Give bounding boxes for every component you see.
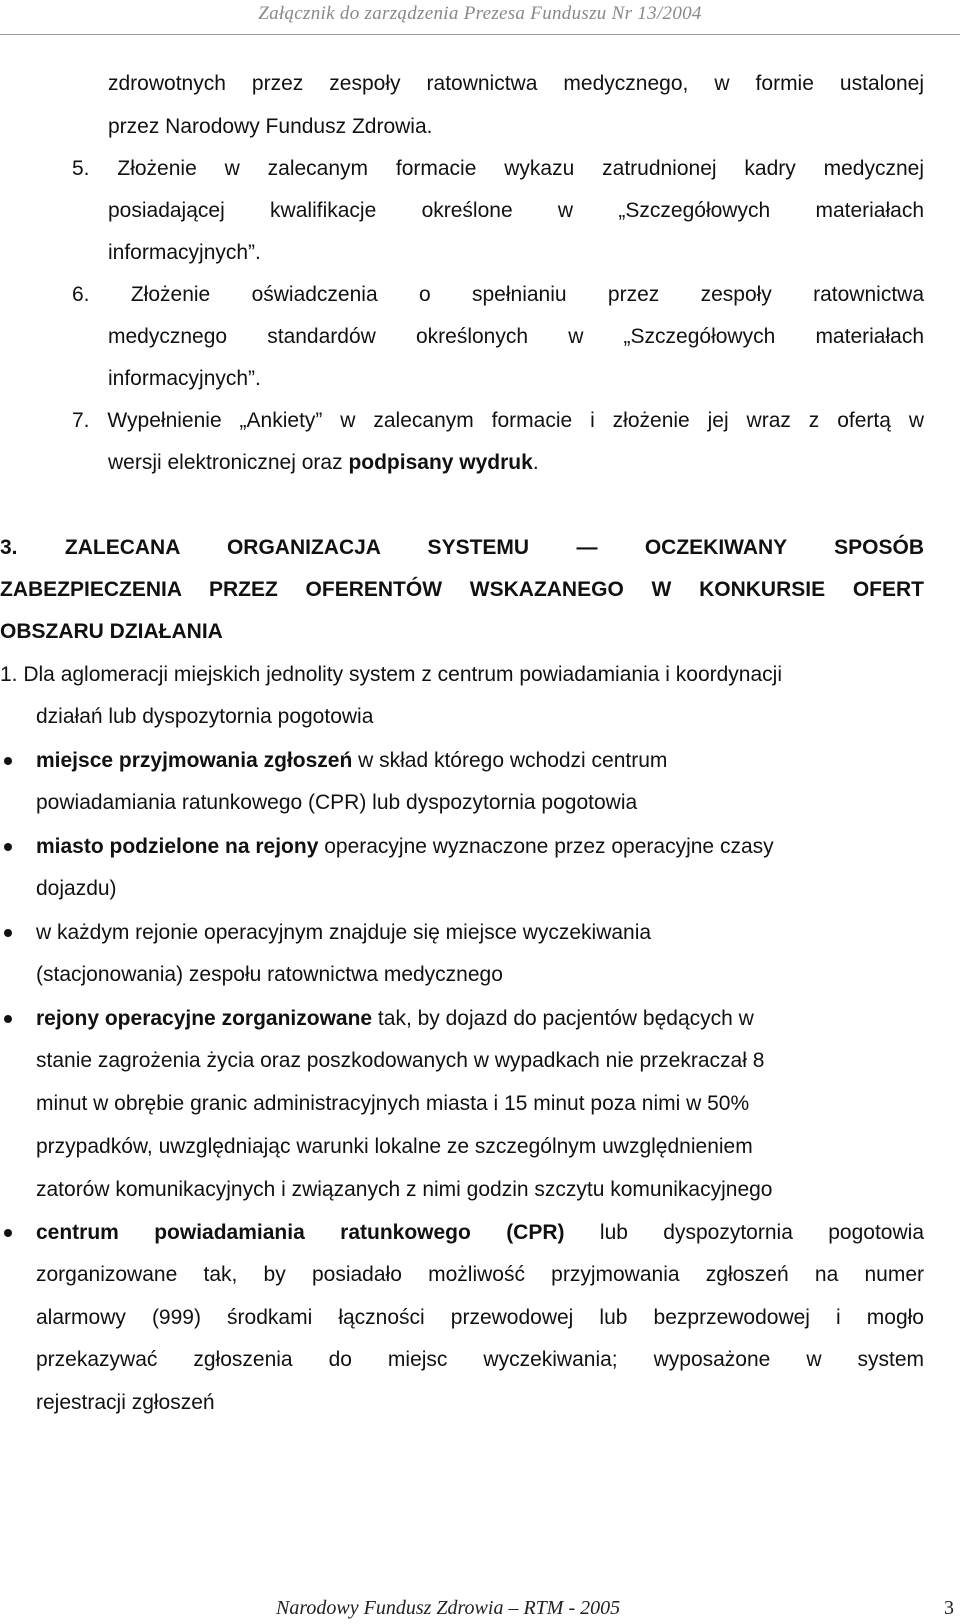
bold-text: centrum powiadamiania ratunkowego (CPR) [36,1221,565,1244]
list-item-6-line: informacyjnych”. [108,367,261,390]
bullet-item-line: alarmowy (999) środkami łączności przewodowej lub bezprzewodowej i mogło [36,1306,924,1329]
bullet-item-line [36,1005,754,1033]
section-heading-line: OBSZARU DZIAŁANIA [0,620,223,643]
paragraph-line: przez Narodowy Fundusz Zdrowia. [108,115,433,138]
bullet-item-line: minut w obrębie granic administracyjnych miasta i 15 minut poza nimi w 50% [36,1092,750,1115]
bullet-item-line: dojazdu) [36,877,117,900]
list-item-7-line: 7. Wypełnienie „Ankiety” w zalecanym formacie i złożenie jej wraz z ofertą w [72,409,924,432]
text-run: w skład którego wchodzi centrum [352,749,668,772]
bullet-icon [4,757,12,765]
text-run: w każdym rejonie operacyjnym znajduje się miejsce wyczekiwania [36,921,652,944]
list-item-7-line [108,449,539,477]
text-run: wersji elektronicznej oraz [108,451,349,474]
footer-rule [0,1589,960,1590]
point-1-line: 1. Dla aglomeracji miejskich jednolity system z centrum powiadamiania i koordynacji [0,663,782,686]
section-heading-line: 3. ZALECANA ORGANIZACJA SYSTEMU — OCZEKIWANY SPOSÓB [0,536,924,559]
bullet-item-line [36,833,774,861]
bullet-icon [4,1015,12,1023]
list-item-5-line: 5. Złożenie w zalecanym formacie wykazu zatrudnionej kadry medycznej [72,157,924,180]
bullet-item-line: stanie zagrożenia życia oraz poszkodowanych w wypadkach nie przekraczał 8 [36,1049,765,1072]
bold-text: miasto podzielone na rejony [36,835,319,858]
bullet-icon [4,1229,12,1237]
text-run: . [532,451,539,474]
bullet-item-line: rejestracji zgłoszeń [36,1391,215,1414]
bullet-item-line [36,919,651,947]
list-item-5-line: informacyjnych”. [108,241,261,264]
bold-text: podpisany wydruk [348,451,533,474]
list-item-6-line: 6. Złożenie oświadczenia o spełnianiu przez zespoły ratownictwa [72,283,924,306]
bullet-icon [4,843,12,851]
header-title: Załącznik do zarządzenia Prezesa Funduszu Nr 13/2004 [258,3,702,24]
bold-text: rejony operacyjne zorganizowane [36,1007,373,1030]
text-run: tak, by dojazd do pacjentów będących w [372,1007,754,1030]
paragraph-line: zdrowotnych przez zespoły ratownictwa medycznego, w formie ustalonej [108,72,924,95]
text-run: operacyjne wyznaczone przez operacyjne czasy [318,835,774,858]
footer-text: Narodowy Fundusz Zdrowia – RTM - 2005 [276,1597,621,1619]
page-number: 3 [944,1597,954,1619]
page-header [0,0,960,35]
section-heading-line: ZABEZPIECZENIA PRZEZ OFERENTÓW WSKAZANEGO W KONKURSIE OFERT [0,578,924,601]
text-run: lub dyspozytornia pogotowia [564,1221,924,1244]
bullet-item-line: przekazywać zgłoszenia do miejsc wyczekiwania; wyposażone w system [36,1348,924,1371]
bullet-item-line: (stacjonowania) zespołu ratownictwa medycznego [36,963,503,986]
bullet-item-line: przypadków, uwzględniając warunki lokalne ze szczególnym uwzględnieniem [36,1135,753,1158]
bullet-item-line [36,747,667,775]
bullet-item-line: zatorów komunikacyjnych i związanych z nimi godzin szczytu komunikacyjnego [36,1178,773,1201]
list-item-5-line: posiadającej kwalifikacje określone w „Szczegółowych materiałach [108,199,924,222]
bullet-icon [4,929,12,937]
bullet-item-line [36,1219,924,1247]
list-item-6-line: medycznego standardów określonych w „Szczegółowych materiałach [108,325,924,348]
bold-text: miejsce przyjmowania zgłoszeń [36,749,353,772]
bullet-item-line: zorganizowane tak, by posiadało możliwość przyjmowania zgłoszeń na numer [36,1263,924,1286]
point-1-line: działań lub dyspozytornia pogotowia [36,705,374,728]
bullet-item-line: powiadamiania ratunkowego (CPR) lub dyspozytornia pogotowia [36,791,638,814]
